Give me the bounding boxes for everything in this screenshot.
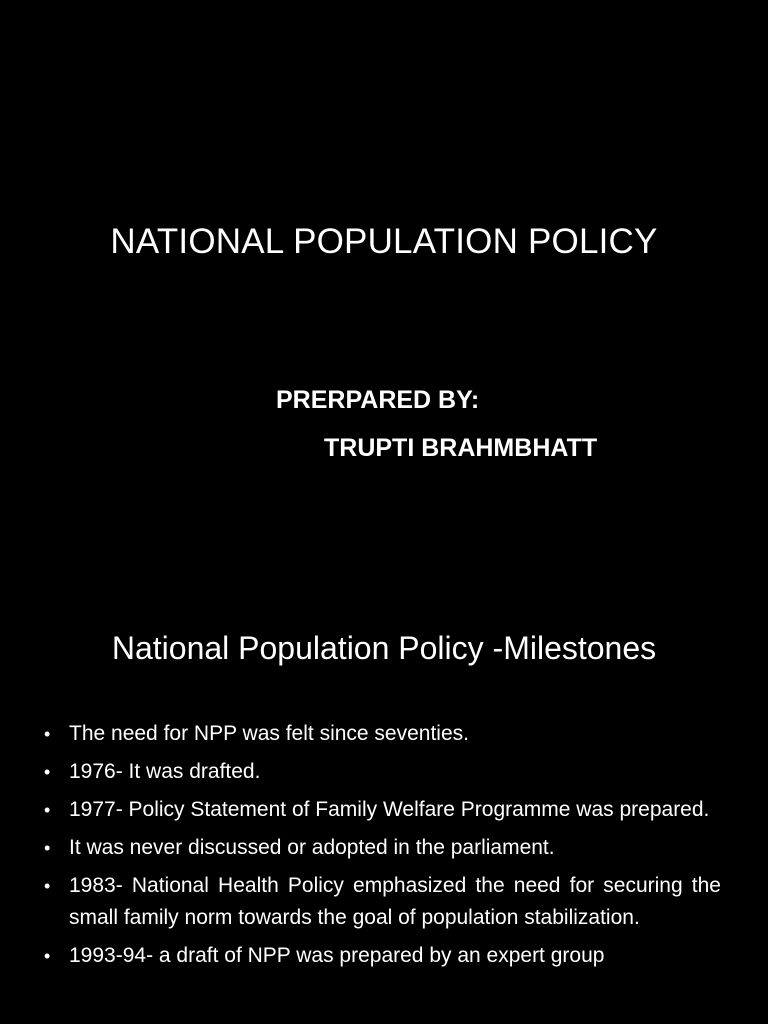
list-item (44, 832, 721, 864)
milestones-list (44, 718, 721, 978)
milestones-title: National Population Policy -Milestones (111, 630, 657, 666)
milestones-slide (0, 578, 768, 1024)
bullet-icon: • (44, 838, 51, 858)
list-item-text: The need for NPP was felt since seventies. (69, 722, 469, 745)
bullet-icon: • (44, 946, 51, 966)
bullet-icon: • (44, 724, 51, 744)
prepared-by-label: PRERPARED BY: (276, 386, 480, 414)
author-name: TRUPTI BRAHMBHATT (324, 434, 598, 462)
bullet-icon: • (44, 800, 51, 820)
slide-title: NATIONAL POPULATION POLICY (110, 222, 658, 261)
list-item-text: 1976- It was drafted. (69, 760, 261, 783)
bullet-icon: • (44, 876, 51, 896)
list-item-text: 1977- Policy Statement of Family Welfare Programme was prepared. (69, 798, 710, 821)
list-item-text: It was never discussed or adopted in the parliament. (69, 836, 555, 859)
list-item (44, 870, 721, 934)
list-item (44, 940, 721, 972)
list-item-text: 1993-94- a draft of NPP was prepared by an expert group (69, 944, 605, 967)
list-item (44, 794, 721, 826)
bullet-icon: • (44, 762, 51, 782)
list-item (44, 718, 721, 750)
list-item (44, 756, 721, 788)
list-item-text: 1983- National Health Policy emphasized the need for securing the small family norm towards the goal of population stabilization. (69, 874, 721, 929)
